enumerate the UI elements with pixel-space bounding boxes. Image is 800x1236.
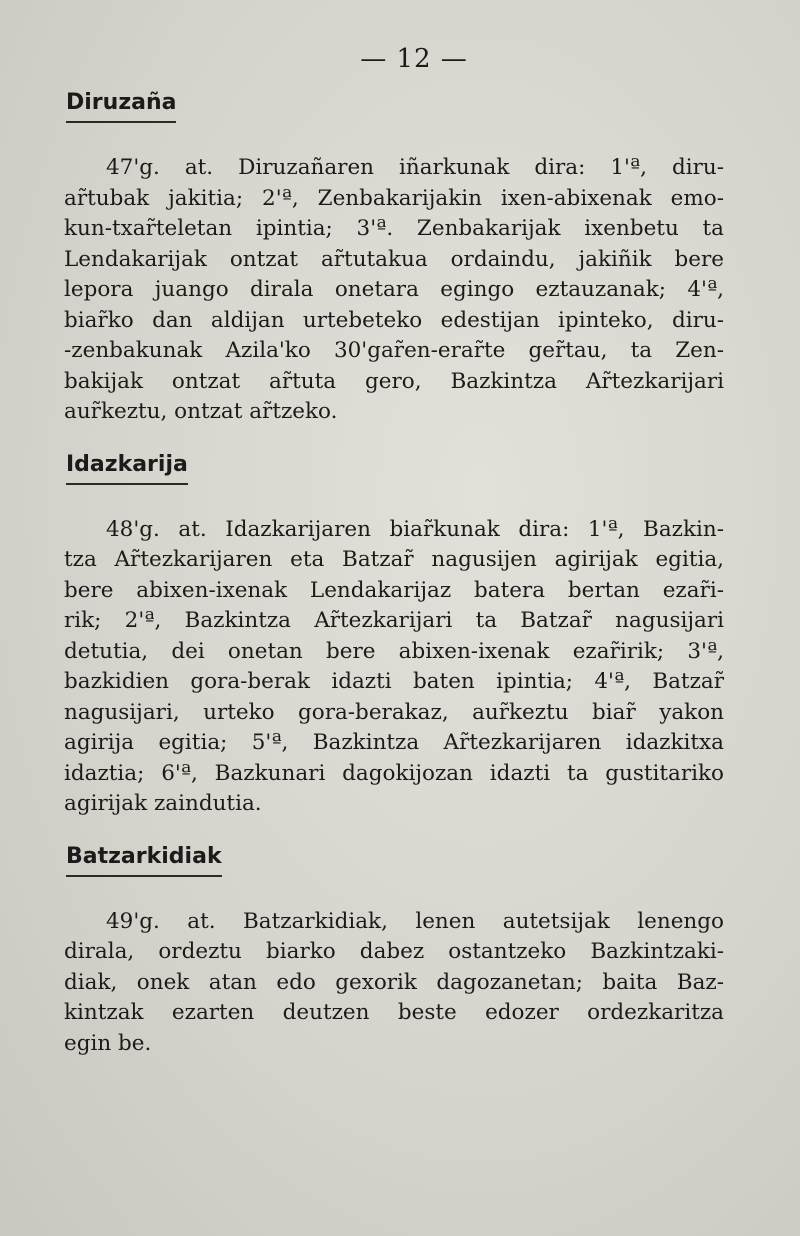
text-line: lepora juango dirala onetara egingo eztauzanak; 4'ª, [64, 277, 724, 302]
text-line: rik; 2'ª, Bazkintza Ar̃tezkarijari ta Batzar̃ nagusijari [64, 608, 724, 633]
section-heading: Idazkarija [66, 452, 188, 485]
text-line: egin be. [64, 1030, 152, 1056]
text-line: ar̃tubak jakitia; 2'ª, Zenbakarijakin ixen-abixenak emo- [64, 185, 724, 211]
article-49-paragraph [64, 907, 724, 1060]
section-diruzana [64, 90, 724, 428]
text-line: detutia, dei onetan bere abixen-ixenak ezar̃irik; 3'ª, [64, 638, 724, 664]
text-line: idaztia; 6'ª, Bazkunari dagokijozan idazti ta gustitariko [64, 760, 724, 786]
text-line: tza Ar̃tezkarijaren eta Batzar̃ nagusijen agirijak egitia, [64, 547, 724, 572]
text-line: dirala, ordeztu biarko dabez ostantzeko Bazkintzaki- [64, 939, 724, 964]
text-line: bakijak ontzat ar̃tuta gero, Bazkintza Ar̃tezkarijari [64, 368, 724, 394]
article-47-paragraph [64, 153, 724, 428]
text-line: kun-txar̃teletan ipintia; 3'ª. Zenbakarijak ixenbetu ta [64, 216, 724, 241]
section-heading: Diruzaña [66, 90, 176, 123]
document-page [64, 44, 724, 1083]
text-line: kintzak ezarten deutzen beste edozer ordezkaritza [64, 1000, 724, 1025]
section-idazkarija [64, 452, 724, 820]
section-heading: Batzarkidiak [66, 844, 222, 877]
text-line: -zenbakunak Azila'ko 30'gar̃en-erar̃te ger̃tau, ta Zen- [64, 338, 724, 363]
section-batzarkidiak [64, 844, 724, 1060]
text-line: biar̃ko dan aldijan urtebeteko edestijan ipinteko, diru- [64, 307, 724, 333]
text-line: Lendakarijak ontzat ar̃tutakua ordaindu, jakiñik bere [64, 246, 724, 272]
text-line: 47'g. at. Diruzañaren iñarkunak dira: 1'ª, diru- [106, 155, 724, 180]
text-line: diak, onek atan edo gexorik dagozanetan; baita Baz- [64, 969, 724, 995]
text-line: agirija egitia; 5'ª, Bazkintza Ar̃tezkarijaren idazkitxa [64, 730, 724, 755]
text-line: nagusijari, urteko gora-berakaz, aur̃keztu biar̃ yakon [64, 699, 724, 725]
text-line: aur̃keztu, ontzat ar̃tzeko. [64, 399, 338, 424]
text-line: bere abixen-ixenak Lendakarijaz batera bertan ezar̃i- [64, 577, 724, 603]
page-number: — 12 — [360, 44, 468, 74]
text-line: 49'g. at. Batzarkidiak, lenen autetsijak lenengo [106, 908, 724, 934]
text-line: agirijak zaindutia. [64, 791, 262, 816]
article-48-paragraph [64, 515, 724, 820]
text-line: bazkidien gora-berak idazti baten ipintia; 4'ª, Batzar̃ [64, 669, 724, 694]
text-line: 48'g. at. Idazkarijaren biar̃kunak dira: 1'ª, Bazkin- [106, 516, 724, 542]
